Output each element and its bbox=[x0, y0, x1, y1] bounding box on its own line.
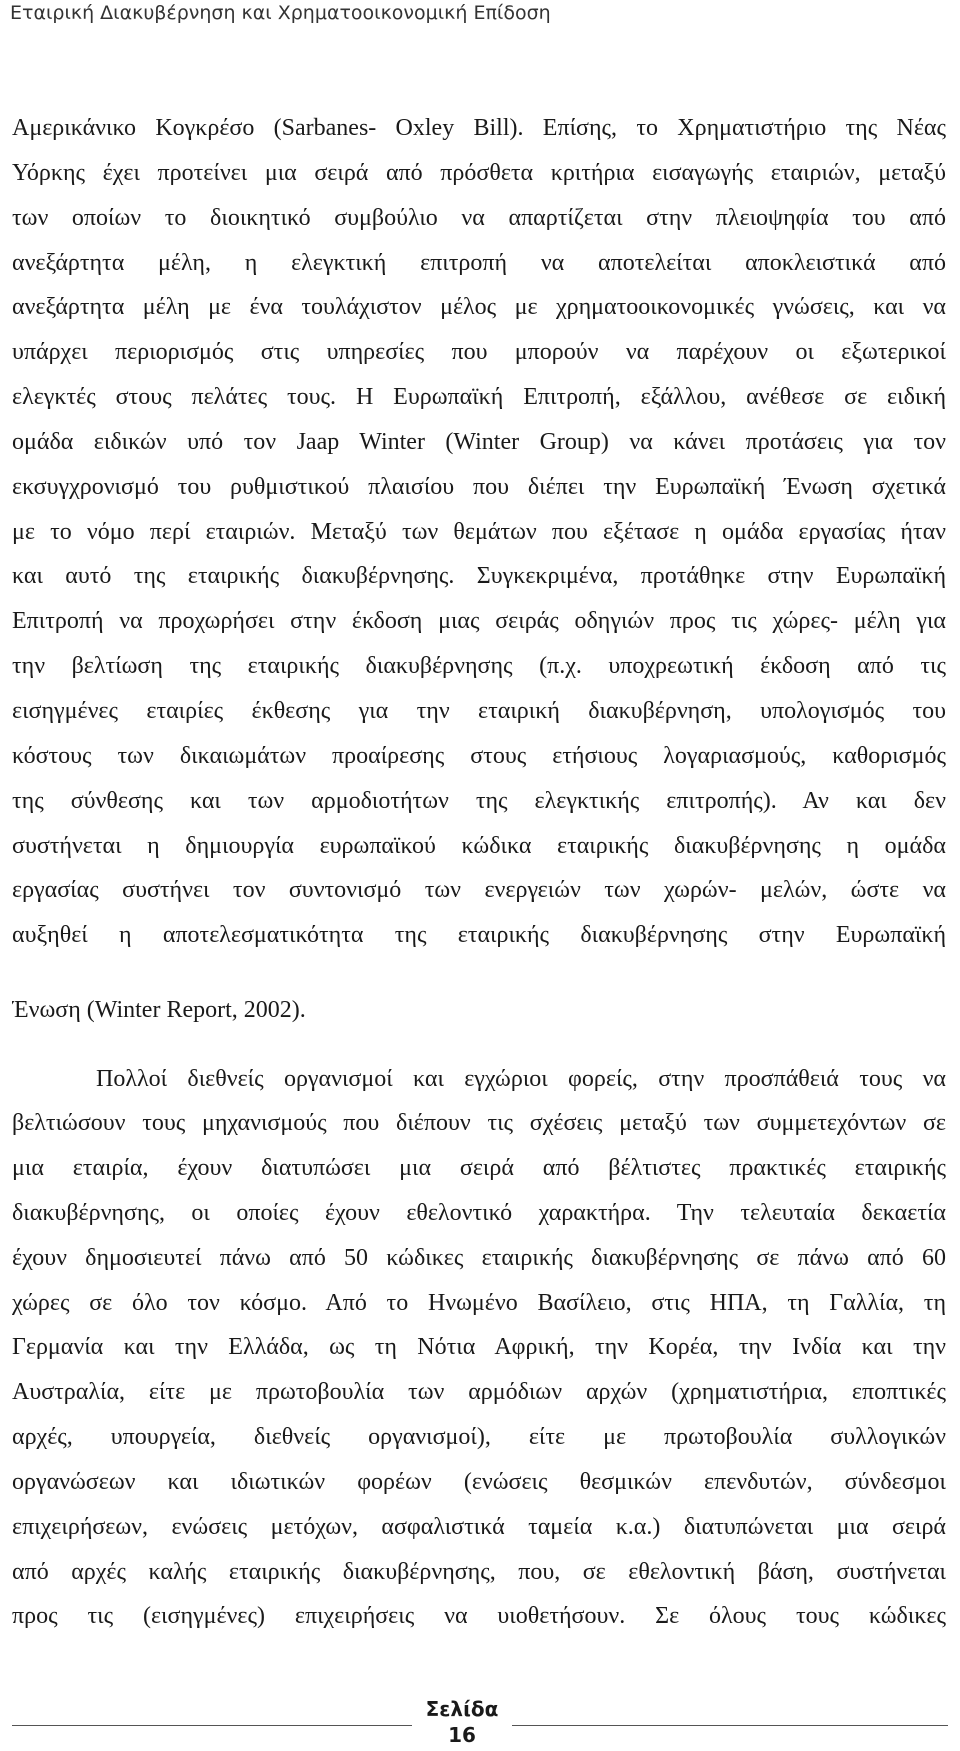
text-line: έχουν δημοσιευτεί πάνω από 50 κώδικες εταιρικής διακυβέρνησης σε πάνω από 60 bbox=[12, 1245, 946, 1271]
text-line: αρχές, υπουργεία, διεθνείς οργανισμοί), είτε με πρωτοβουλία συλλογικών bbox=[12, 1424, 946, 1450]
text-line: Αυστραλία, είτε με πρωτοβουλία των αρμόδιων αρχών (χρηματιστήρια, εποπτικές bbox=[12, 1379, 946, 1405]
text-line: Γερμανία και την Ελλάδα, ως τη Νότια Αφρική, την Κορέα, την Ινδία και την bbox=[12, 1334, 946, 1360]
text-line: εργασίας συστήνει τον συντονισμό των ενεργειών των χωρών- μελών, ώστε να bbox=[12, 877, 946, 903]
text-line: επιχειρήσεων, ενώσεις μετόχων, ασφαλιστικά ταμεία κ.α.) διατυπώνεται μια σειρά bbox=[12, 1514, 946, 1540]
text-line: διακυβέρνησης, οι οποίες έχουν εθελοντικό χαρακτήρα. Την τελευταία δεκαετία bbox=[12, 1200, 946, 1226]
text-line: Υόρκης έχει προτείνει μια σειρά από πρόσθετα κριτήρια εισαγωγής εταιριών, μεταξύ bbox=[12, 160, 946, 186]
text-line: οργανώσεων και ιδιωτικών φορέων (ενώσεις θεσμικών επενδυτών, σύνδεσμοι bbox=[12, 1469, 946, 1495]
text-line: υπάρχει περιορισμός στις υπηρεσίες που μπορούν να παρέχουν οι εξωτερικοί bbox=[12, 339, 946, 365]
text-line: κόστους των δικαιωμάτων προαίρεσης στους ετήσιους λογαριασμούς, καθορισμός bbox=[12, 743, 946, 769]
text-line: συστήνεται η δημιουργία ευρωπαϊκού κώδικα εταιρικής διακυβέρνησης η ομάδα bbox=[12, 833, 946, 859]
text-line: ανεξάρτητα μέλη, η ελεγκτική επιτροπή να αποτελείται αποκλειστικά από bbox=[12, 250, 946, 276]
text-line: Πολλοί διεθνείς οργανισμοί και εγχώριοι φορείς, στην προσπάθειά τους να bbox=[96, 1066, 946, 1092]
text-line: από αρχές καλής εταιρικής διακυβέρνησης, που, σε εθελοντική βάση, συστήνεται bbox=[12, 1559, 946, 1585]
text-line: εκσυγχρονισμό του ρυθμιστικού πλαισίου που διέπει την Ευρωπαϊκή Ένωση σχετικά bbox=[12, 474, 946, 500]
text-line: ελεγκτές στους πελάτες τους. Η Ευρωπαϊκή Επιτροπή, εξάλλου, ανέθεσε σε ειδική bbox=[12, 384, 946, 410]
text-line: βελτιώσουν τους μηχανισμούς που διέπουν τις σχέσεις μεταξύ των συμμετεχόντων σε bbox=[12, 1110, 946, 1136]
text-line: ομάδα ειδικών υπό τον Jaap Winter (Winter Group) να κάνει προτάσεις για τον bbox=[12, 429, 946, 455]
text-line: της σύνθεσης και των αρμοδιοτήτων της ελεγκτικής επιτροπής). Αν και δεν bbox=[12, 788, 946, 814]
text-line: των οποίων το διοικητικό συμβούλιο να απαρτίζεται στην πλειοψηφία του από bbox=[12, 205, 946, 231]
footer-rule-left bbox=[12, 1725, 412, 1726]
text-line: Επιτροπή να προχωρήσει στην έκδοση μιας σειράς οδηγιών προς τις χώρες- μέλη για bbox=[12, 608, 946, 634]
page-number: 16 bbox=[448, 1723, 476, 1747]
text-line: ανεξάρτητα μέλη με ένα τουλάχιστον μέλος με χρηματοοικονομικές γνώσεις, και να bbox=[12, 294, 946, 320]
text-line: εισηγμένες εταιρίες έκθεσης για την εταιρική διακυβέρνηση, υπολογισμός του bbox=[12, 698, 946, 724]
text-line: την βελτίωση της εταιρικής διακυβέρνησης (π.χ. υποχρεωτική έκδοση από τις bbox=[12, 653, 946, 679]
text-line: με το νόμο περί εταιριών. Μεταξύ των θεμάτων που εξέτασε η ομάδα εργασίας ήταν bbox=[12, 519, 946, 545]
text-line: προς τις (εισηγμένες) επιχειρήσεις να υιοθετήσουν. Σε όλους τους κώδικες bbox=[12, 1603, 946, 1629]
footer-rule-right bbox=[512, 1725, 948, 1726]
running-header: Εταιρική Διακυβέρνηση και Χρηματοοικονομική Επίδοση bbox=[10, 2, 551, 24]
text-line: μια εταιρία, έχουν διατυπώσει μια σειρά από βέλτιστες πρακτικές εταιρικής bbox=[12, 1155, 946, 1181]
text-line: Ένωση (Winter Report, 2002). bbox=[12, 997, 306, 1023]
page-label: Σελίδα bbox=[425, 1697, 499, 1721]
text-line: χώρες σε όλο τον κόσμο. Από το Ηνωμένο Βασίλειο, στις ΗΠΑ, τη Γαλλία, τη bbox=[12, 1290, 946, 1316]
text-line: Αμερικάνικο Κογκρέσο (Sarbanes- Oxley Bill). Επίσης, το Χρηματιστήριο της Νέας bbox=[12, 115, 946, 141]
page-footer bbox=[412, 1696, 512, 1748]
text-line: και αυτό της εταιρικής διακυβέρνησης. Συγκεκριμένα, προτάθηκε στην Ευρωπαϊκή bbox=[12, 563, 946, 589]
text-line: αυξηθεί η αποτελεσματικότητα της εταιρικής διακυβέρνησης στην Ευρωπαϊκή bbox=[12, 922, 946, 948]
